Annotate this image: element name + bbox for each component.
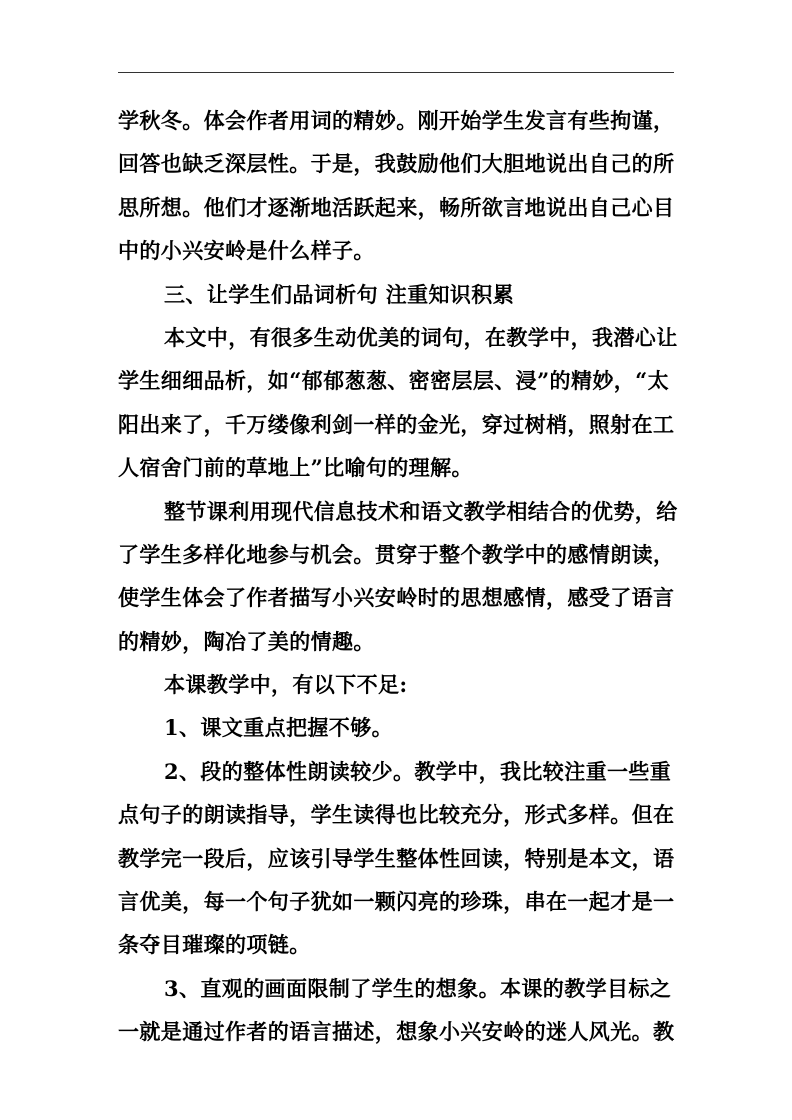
text-line: 整节课利用现代信息技术和语文教学相结合的优势，给 [164, 498, 678, 524]
text-line: 点句子的朗读指导，学生读得也比较充分，形式多样。但在 [118, 802, 675, 828]
text-line: 教学完一段后，应该引导学生整体性回读，特别是本文，语 [118, 845, 675, 871]
header-rule [118, 72, 674, 73]
text-line: 本课教学中，有以下不足: [164, 672, 408, 698]
text-line: 本文中，有很多生动优美的词句，在教学中，我潜心让 [164, 324, 678, 350]
text-line: 一就是通过作者的语言描述，想象小兴安岭的迷人风光。教 [118, 1019, 675, 1045]
text-line: 3、直观的画面限制了学生的想象。本课的教学目标之 [164, 975, 672, 1001]
text-line: 中的小兴安岭是什么样子。 [118, 238, 375, 264]
text-line: 思所想。他们才逐渐地活跃起来，畅所欲言地说出自己心目 [118, 194, 675, 220]
document-body [118, 99, 678, 1054]
text-line: 的精妙，陶冶了美的情趣。 [118, 628, 375, 654]
text-line: 了学生多样化地参与机会。贯穿于整个教学中的感情朗读， [118, 541, 675, 567]
text-line: 1、课文重点把握不够。 [164, 715, 394, 741]
text-line: 使学生体会了作者描写小兴安岭时的思想感情，感受了语言 [118, 585, 675, 611]
text-line: 2、段的整体性朗读较少。教学中，我比较注重一些重 [164, 758, 672, 784]
text-line: 回答也缺乏深层性。于是，我鼓励他们大胆地说出自己的所 [118, 151, 675, 177]
text-line: 学生细细品析，如“郁郁葱葱、密密层层、浸”的精妙，“太 [118, 368, 670, 394]
text-line: 条夺目璀璨的项链。 [118, 932, 311, 958]
text-line: 三、让学生们品词析句 注重知识积累 [164, 281, 515, 307]
text-line: 阳出来了，千万缕像利剑一样的金光，穿过树梢，照射在工 [118, 411, 675, 437]
text-line: 学秋冬。体会作者用词的精妙。刚开始学生发言有些拘谨， [118, 108, 675, 133]
text-line: 言优美，每一个句子犹如一颗闪亮的珍珠，串在一起才是一 [118, 889, 675, 915]
text-line: 人宿舍门前的草地上”比喻句的理解。 [118, 455, 473, 481]
